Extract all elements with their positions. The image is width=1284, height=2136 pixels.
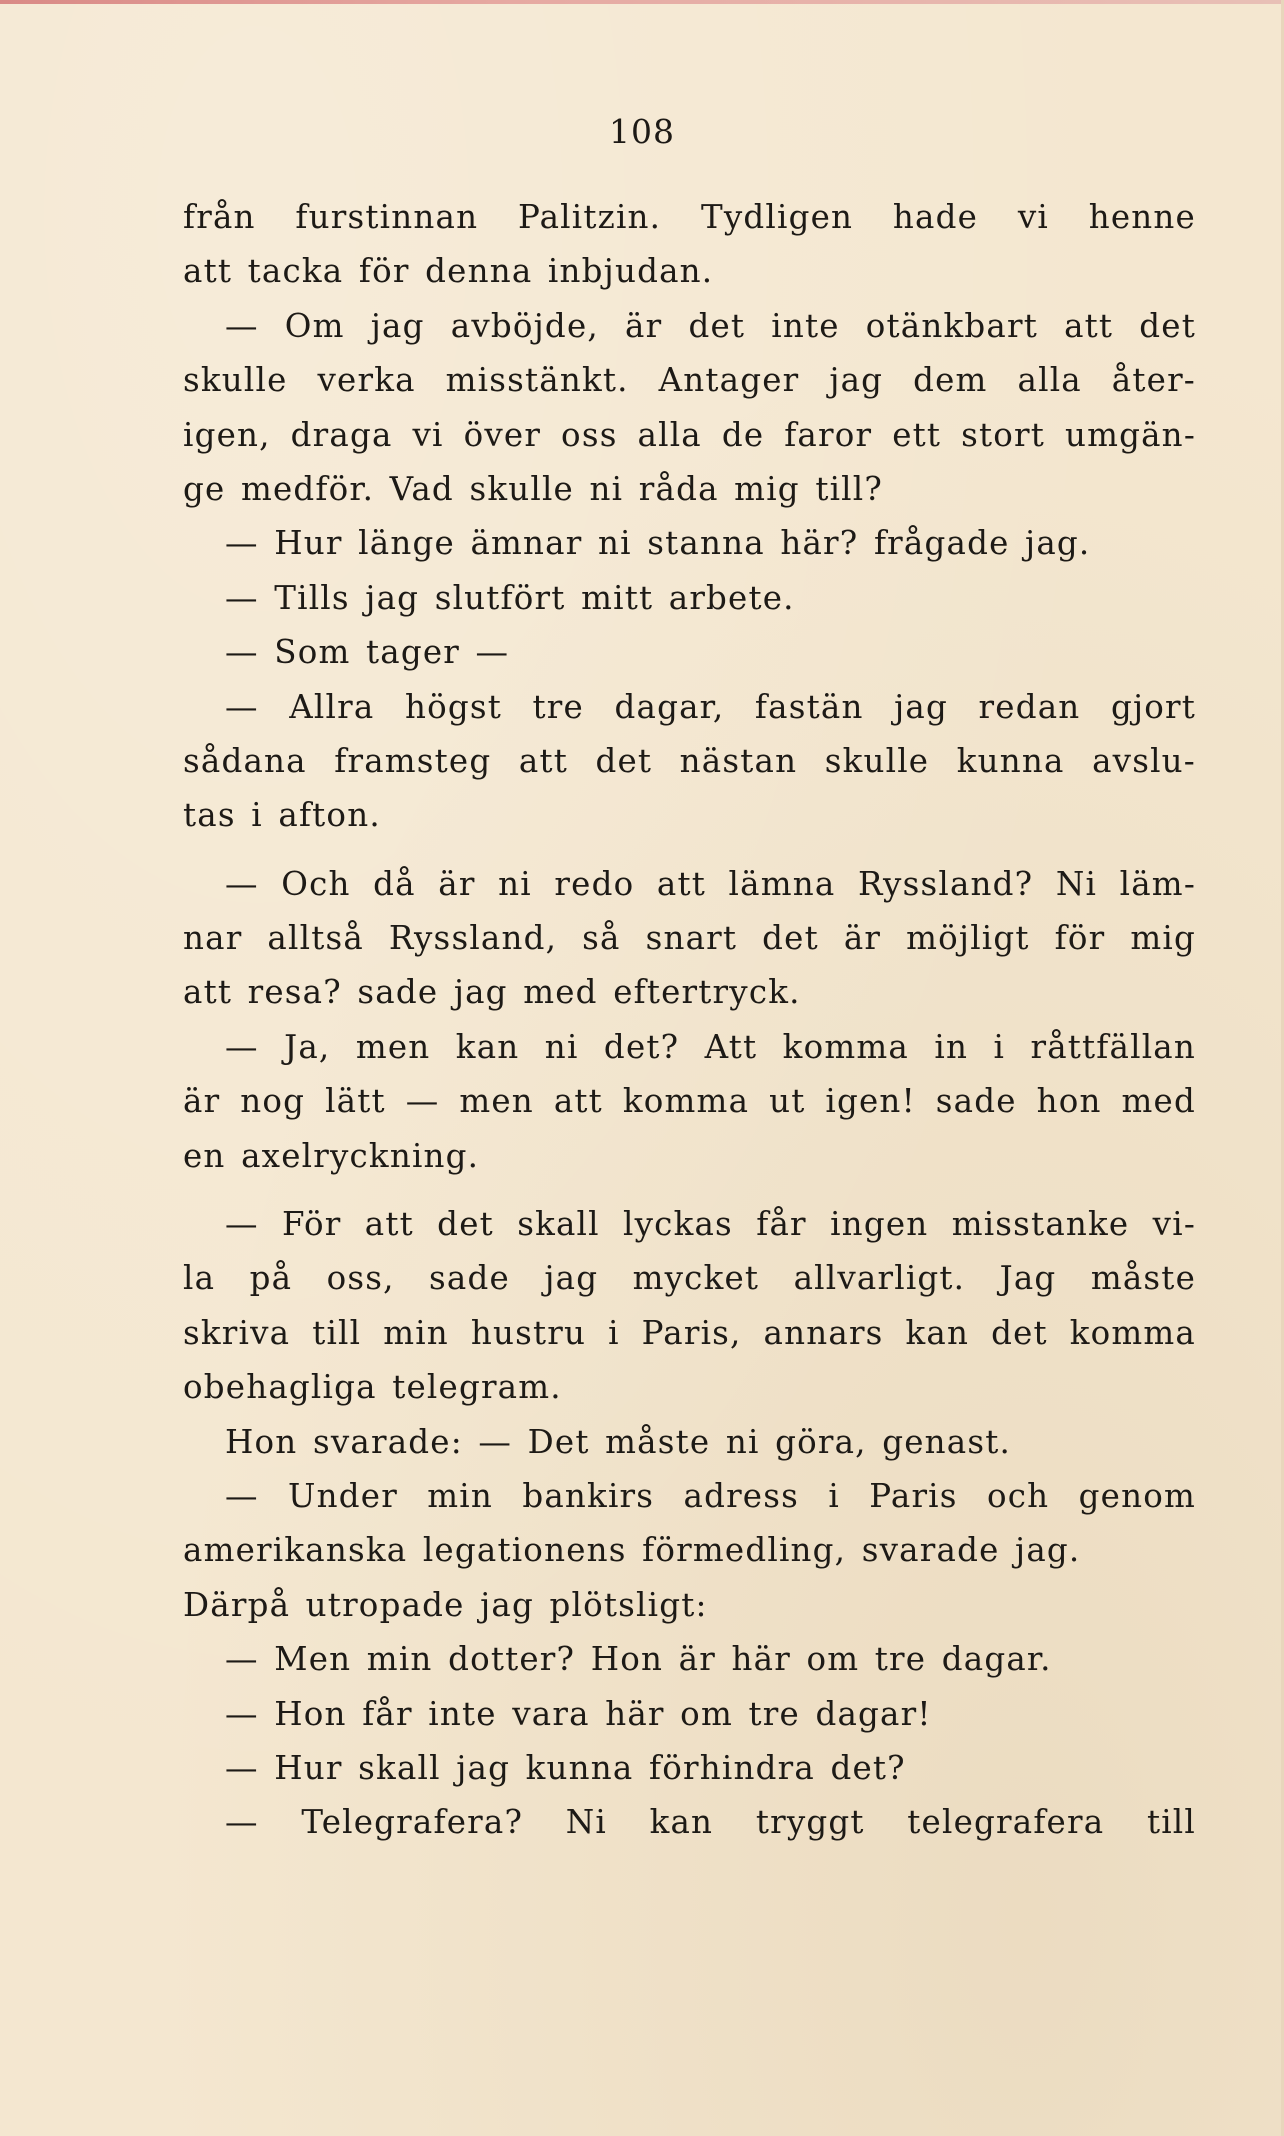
text-line: amerikanska legationens förmedling, svarade jag. <box>183 1531 1081 1570</box>
text-line: skriva till min hustru i Paris, annars kan det komma <box>183 1313 1196 1352</box>
page-top-edge <box>0 0 1284 4</box>
text-line: — Hon får inte vara här om tre dagar! <box>225 1694 932 1733</box>
text-line: la på oss, sade jag mycket allvarligt. Jag måste <box>183 1259 1196 1298</box>
text-line: — Som tager — <box>225 633 510 672</box>
text-line: — Tills jag slutfört mitt arbete. <box>225 578 795 617</box>
text-line: obehagliga telegram. <box>183 1368 562 1407</box>
page-number: 108 <box>609 112 675 151</box>
text-line: skulle verka misstänkt. Antager jag dem alla åter- <box>183 361 1196 400</box>
text-line: att tacka för denna inbjudan. <box>183 252 714 291</box>
text-line: sådana framsteg att det nästan skulle kunna avslu- <box>183 741 1196 780</box>
text-line: — Telegrafera? Ni kan tryggt telegrafera till <box>225 1803 1196 1842</box>
text-line: — Men min dotter? Hon är här om tre dagar. <box>225 1640 1052 1679</box>
text-line: tas i afton. <box>183 796 381 835</box>
text-line: — Ja, men kan ni det? Att komma in i råttfällan <box>225 1027 1196 1066</box>
text-line: att resa? sade jag med eftertryck. <box>183 973 801 1012</box>
text-line: en axelryckning. <box>183 1136 480 1175</box>
text-line: Därpå utropade jag plötsligt: <box>183 1585 708 1624</box>
text-line: från furstinnan Palitzin. Tydligen hade vi henne <box>183 198 1196 236</box>
text-line: — Om jag avböjde, är det inte otänkbart att det <box>225 306 1196 345</box>
body-text <box>183 190 1196 1850</box>
text-line: — För att det skall lyckas får ingen misstanke vi- <box>225 1205 1196 1244</box>
text-line: nar alltså Ryssland, så snart det är möjligt för mig <box>183 919 1196 958</box>
paragraph-gap <box>183 843 1196 857</box>
text-line: — Hur länge ämnar ni stanna här? frågade jag. <box>225 524 1091 563</box>
paragraph-gap <box>183 1183 1196 1197</box>
text-line: — Hur skall jag kunna förhindra det? <box>225 1748 906 1787</box>
text-line: Hon svarade: — Det måste ni göra, genast. <box>225 1422 1012 1461</box>
text-line: — Allra högst tre dagar, fastän jag redan gjort <box>225 687 1196 726</box>
text-line: — Och då är ni redo att lämna Ryssland? Ni läm- <box>225 864 1196 903</box>
text-line: — Under min bankirs adress i Paris och genom <box>225 1476 1196 1515</box>
text-line: är nog lätt — men att komma ut igen! sade hon med <box>183 1082 1196 1121</box>
text-line: igen, draga vi över oss alla de faror ett stort umgän- <box>183 415 1196 454</box>
text-line: ge medför. Vad skulle ni råda mig till? <box>183 469 883 508</box>
